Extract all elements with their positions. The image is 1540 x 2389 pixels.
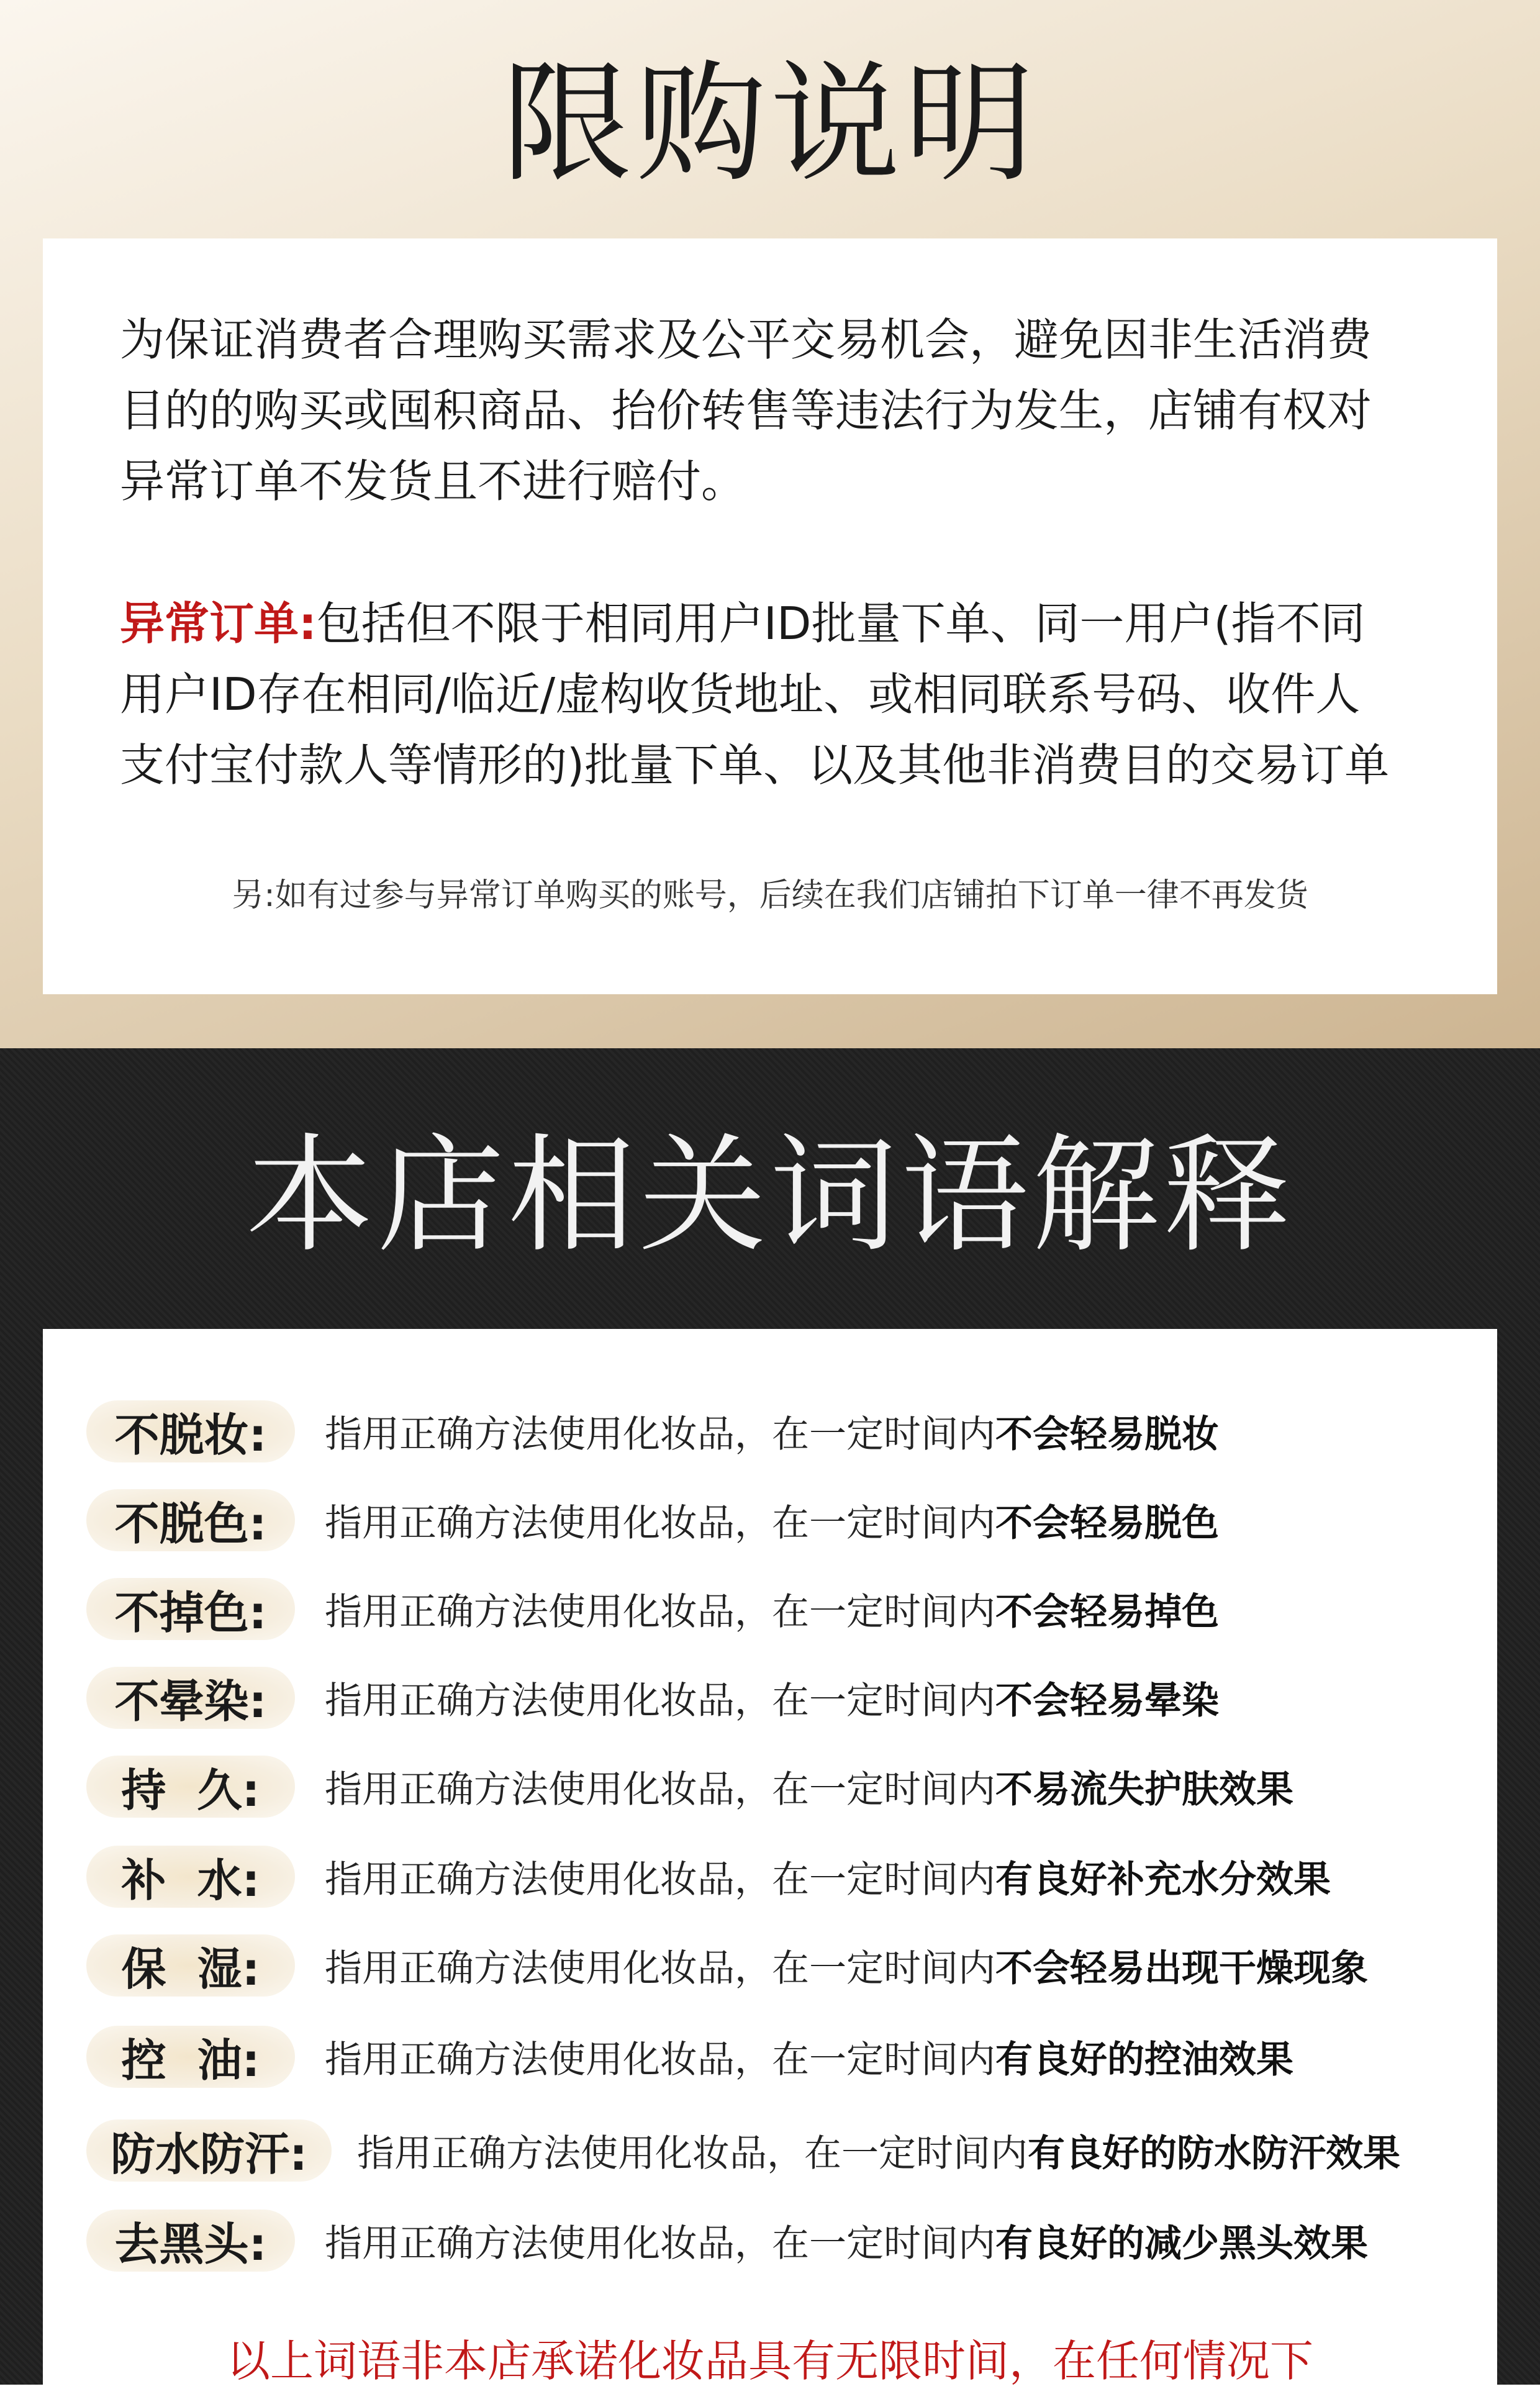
term-description (325, 1944, 1368, 1993)
term-description (325, 1410, 1219, 1459)
glossary-row (43, 1575, 1497, 1643)
term-desc-text: 指用正确方法使用化妆品，在一定时间内 (325, 1502, 995, 1545)
term-description (325, 2035, 1293, 2085)
term-description (325, 2219, 1368, 2269)
term-badge: 不脱妆: (86, 1400, 295, 1462)
term-emphasis: 不会轻易掉色 (995, 1590, 1219, 1634)
policy-line: 异常订单不发货且不进行赔付。 (120, 455, 746, 507)
term-description (325, 1765, 1293, 1815)
term-emphasis: 有良好补充水分效果 (995, 1858, 1331, 1902)
glossary-row (43, 1843, 1497, 1911)
term-desc-text: 指用正确方法使用化妆品，在一定时间内 (325, 1858, 995, 1902)
glossary-row (43, 1397, 1497, 1466)
term-badge: 控 油: (86, 2026, 295, 2088)
term-emphasis: 不会轻易脱妆 (995, 1413, 1219, 1456)
term-badge: 去黑头: (86, 2210, 295, 2272)
glossary-row (43, 1931, 1497, 2000)
abnormal-order-paragraph (120, 588, 1443, 800)
term-badge: 补 水: (86, 1846, 295, 1908)
glossary-row (43, 1752, 1497, 1821)
term-desc-text: 指用正确方法使用化妆品，在一定时间内 (357, 2132, 1028, 2175)
term-badge: 防水防汗: (86, 2119, 332, 2182)
glossary-row (43, 2023, 1497, 2091)
disclaimer-line: 以上词语非本店承诺化妆品具有无限时间，在任何情况下 (227, 2336, 1313, 2387)
glossary-row (43, 2206, 1497, 2275)
term-emphasis: 不会轻易晕染 (995, 1679, 1219, 1723)
term-description (325, 1855, 1331, 1905)
abnormal-order-line: 用户ID存在相同/临近/虚构收货地址、或相同联系号码、收件人 (120, 668, 1361, 720)
term-desc-text: 指用正确方法使用化妆品，在一定时间内 (325, 2038, 995, 2082)
abnormal-order-label: 异常订单: (120, 597, 317, 650)
term-desc-text: 指用正确方法使用化妆品，在一定时间内 (325, 1768, 995, 1811)
term-emphasis: 不会轻易脱色 (995, 1502, 1219, 1545)
term-badge: 不掉色: (86, 1578, 295, 1640)
glossary-row (43, 1664, 1497, 1732)
term-desc-text: 指用正确方法使用化妆品，在一定时间内 (325, 2222, 995, 2265)
term-desc-text: 指用正确方法使用化妆品，在一定时间内 (325, 1590, 995, 1634)
term-desc-text: 指用正确方法使用化妆品，在一定时间内 (325, 1947, 995, 1990)
policy-paragraph (120, 304, 1443, 517)
term-description (357, 2129, 1400, 2178)
term-emphasis: 有良好的减少黑头效果 (995, 2222, 1368, 2265)
purchase-limit-card (43, 238, 1497, 994)
term-emphasis: 不会轻易出现干燥现象 (995, 1947, 1368, 1990)
term-badge: 不脱色: (86, 1489, 295, 1551)
shipping-note: 另:如有过参与异常订单购买的账号，后续在我们店铺拍下订单一律不再发货 (232, 877, 1308, 914)
term-desc-text: 指用正确方法使用化妆品，在一定时间内 (325, 1679, 995, 1723)
term-badge: 保 湿: (86, 1934, 295, 1997)
term-emphasis: 有良好的控油效果 (995, 2038, 1293, 2082)
term-badge: 持 久: (86, 1756, 295, 1818)
term-description (325, 1498, 1219, 1548)
term-badge: 不晕染: (86, 1667, 295, 1729)
abnormal-order-line: 支付宝付款人等情形的)批量下单、以及其他非消费目的交易订单 (120, 739, 1390, 791)
term-desc-text: 指用正确方法使用化妆品，在一定时间内 (325, 1413, 995, 1456)
abnormal-order-line (120, 588, 1443, 659)
glossary-card (43, 1329, 1497, 2385)
glossary-row (43, 2116, 1497, 2185)
term-description (325, 1676, 1219, 1726)
policy-line: 为保证消费者合理购买需求及公平交易机会，避免因非生活消费 (120, 314, 1372, 366)
term-description (325, 1587, 1219, 1637)
purchase-limit-title: 限购说明 (501, 48, 1038, 200)
glossary-title: 本店相关词语解释 (246, 1122, 1294, 1270)
policy-line: 目的的购买或囤积商品、抬价转售等违法行为发生，店铺有权对 (120, 384, 1372, 437)
glossary-row (43, 1486, 1497, 1554)
abnormal-order-text: 包括但不限于相同用户ID批量下单、同一用户(指不同 (316, 597, 1366, 650)
term-emphasis: 不易流失护肤效果 (995, 1768, 1293, 1811)
term-emphasis: 有良好的防水防汗效果 (1028, 2132, 1400, 2175)
